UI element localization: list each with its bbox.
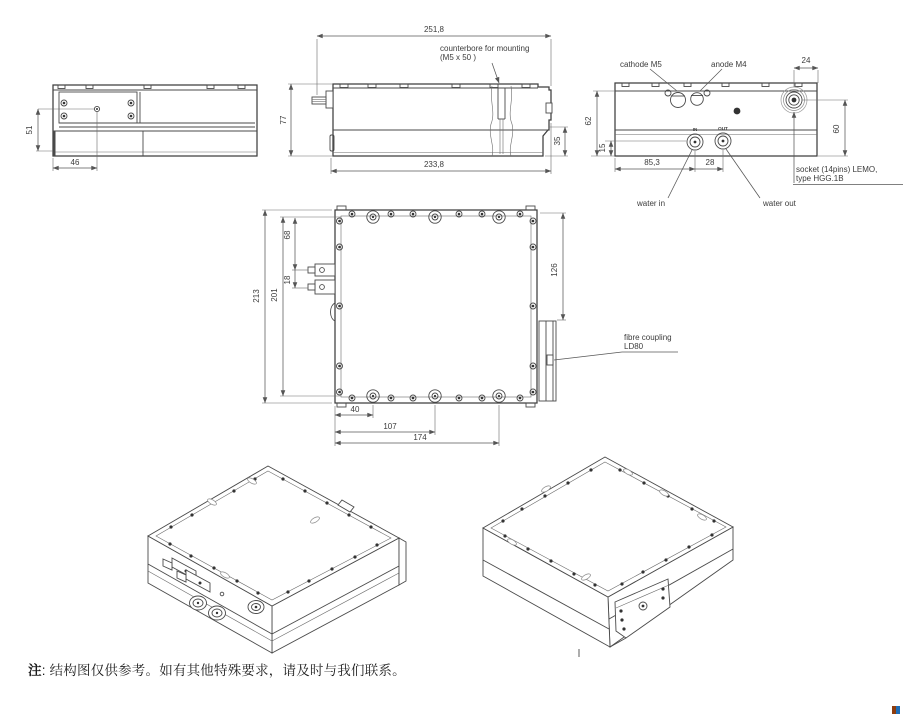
dim-174: 174 — [413, 433, 427, 442]
dim-62: 62 — [584, 116, 593, 126]
dim-15: 15 — [598, 143, 607, 153]
mount-screws — [61, 100, 134, 119]
lid-screws — [337, 211, 537, 402]
footer-note — [28, 659, 406, 679]
dim-60: 60 — [832, 124, 841, 134]
fibre-label-1: fibre coupling — [624, 333, 672, 342]
electrode-pin — [312, 91, 333, 108]
iso-view-left — [148, 466, 406, 653]
dim-213: 213 — [252, 289, 261, 303]
dim-107: 107 — [383, 422, 397, 431]
dim-18: 18 — [283, 275, 292, 285]
note-prefix: 注 — [28, 663, 42, 678]
note-body: : 结构图仅供参考。如有其他特殊要求，请及时与我们联系。 — [41, 663, 406, 678]
electrode-lug-1 — [308, 264, 335, 276]
counterbore-label-1: counterbore for mounting — [440, 44, 530, 53]
dim-24: 24 — [801, 56, 811, 65]
dim-51: 51 — [25, 125, 34, 135]
logo-right-block — [896, 706, 900, 714]
view-side-front — [279, 25, 568, 174]
iso-view-right — [483, 457, 733, 657]
water-in-label: water in — [637, 199, 666, 208]
cathode-terminal — [665, 90, 686, 108]
dim-85-3: 85,3 — [644, 158, 660, 167]
dim-233-8: 233,8 — [423, 160, 445, 169]
fibre-label-2: LD80 — [624, 342, 644, 351]
electrode-lug-2 — [308, 280, 335, 294]
anode-label: anode M4 — [711, 60, 747, 69]
view-back — [584, 56, 903, 208]
cathode-label: cathode M5 — [620, 60, 662, 69]
dim-126: 126 — [550, 263, 559, 277]
counterbore-section — [490, 86, 513, 156]
dim-46: 46 — [70, 158, 80, 167]
dim-40: 40 — [350, 405, 360, 414]
view-top — [252, 206, 678, 446]
counterbore-label-2: (M5 x 50 ) — [440, 53, 477, 62]
dim-77: 77 — [279, 115, 288, 125]
iso-lemo-socket — [248, 601, 264, 614]
partial-logo-mark — [892, 706, 900, 714]
water-out-label: water out — [763, 199, 796, 208]
anode-terminal — [691, 90, 710, 105]
dim-28: 28 — [705, 158, 715, 167]
view-side-left — [25, 85, 257, 171]
port-out-label: OUT — [718, 126, 728, 131]
water-port-out — [715, 126, 731, 149]
pilot-hole — [734, 108, 741, 115]
port-in-label: IN — [692, 127, 698, 132]
side-clip — [546, 103, 552, 113]
dim-251-8: 251,8 — [423, 25, 445, 34]
dim-201: 201 — [270, 288, 279, 302]
socket-label-1: socket (14pins) LEMO, — [796, 165, 878, 174]
dim-35: 35 — [553, 136, 562, 146]
socket-label-2: type HGG.1B — [796, 174, 844, 183]
fibre-coupling-block — [539, 321, 556, 401]
dim-68: 68 — [283, 230, 292, 240]
